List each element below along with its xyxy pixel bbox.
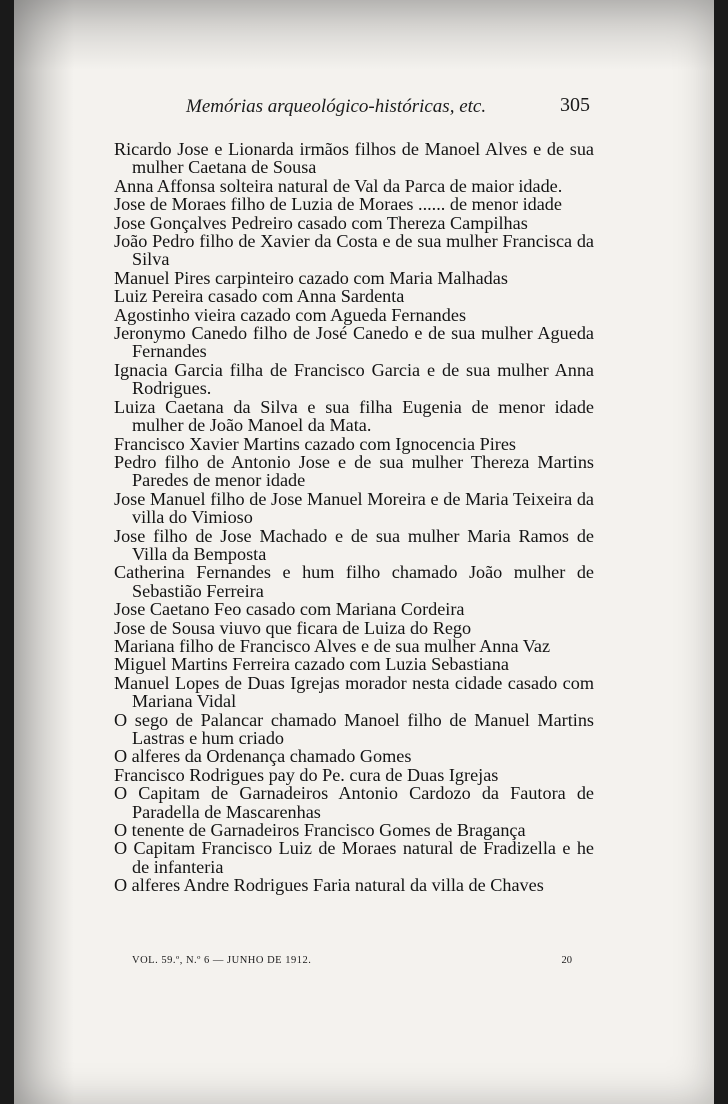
list-item: O alferes Andre Rodrigues Faria natural da villa de Chaves (114, 875, 544, 896)
list-item: Jose de Sousa viuvo que ficara de Luiza do Rego (114, 617, 472, 638)
list-item: Mariana filho de Francisco Alves e de sua mulher Anna Vaz (114, 635, 551, 656)
list-item: Manuel Pires carpinteiro cazado com Maria Malhadas (114, 267, 508, 288)
list-item: Jose Caetano Feo casado com Mariana Cordeira (114, 599, 465, 620)
list-item: Jose filho de Jose Machado e de sua mulher Maria Ramos de Villa da Bemposta (114, 525, 594, 564)
signature-mark: 20 (561, 955, 572, 966)
list-item: O alferes da Ordenança chamado Gomes (114, 746, 412, 767)
list-item: Francisco Rodrigues pay do Pe. cura de Duas Igrejas (114, 764, 499, 785)
list-item: O sego de Palancar chamado Manoel filho de Manuel Martins Lastras e hum criado (114, 709, 594, 748)
list-item: Jose de Moraes filho de Luzia de Moraes ...... de menor idade (114, 194, 562, 215)
list-item: João Pedro filho de Xavier da Costa e de sua mulher Francisca da Silva (114, 231, 594, 270)
list-item: Francisco Xavier Martins cazado com Ignocencia Pires (114, 433, 516, 454)
entry-list (114, 140, 594, 895)
list-item: Agostinho vieira cazado com Agueda Fernandes (114, 304, 467, 325)
list-item: Luiza Caetana da Silva e sua filha Eugenia de menor idade mulher de João Manoel da Mata. (114, 396, 594, 436)
running-title: Memórias arqueológico-históricas, etc. (186, 96, 487, 117)
page-number: 305 (560, 94, 590, 116)
list-item: Catherina Fernandes e hum filho chamado João mulher de Sebastião Ferreira (114, 562, 594, 601)
list-item: Jose Gonçalves Pedreiro casado com Thereza Campilhas (114, 212, 528, 233)
list-item: Ricardo Jose e Lionarda irmãos filhos de Manoel Alves e de sua mulher Caetana de Sousa (114, 139, 594, 178)
list-item: Jeronymo Canedo filho de José Canedo e de sua mulher Agueda Fernandes (114, 323, 594, 362)
page-footer (132, 955, 572, 971)
list-item: Pedro filho de Antonio Jose e de sua mulher Thereza Martins Paredes de menor idade (114, 451, 594, 491)
page-header (172, 94, 602, 122)
volume-info: VOL. 59.º, N.º 6 — JUNHO DE 1912. (132, 955, 312, 966)
list-item: O Capitam de Garnadeiros Antonio Cardozo da Fautora de Paradella de Mascarenhas (114, 783, 594, 822)
list-item: Anna Affonsa solteira natural de Val da Parca de maior idade. (114, 175, 563, 196)
list-item: Miguel Martins Ferreira cazado com Luzia Sebastiana (114, 654, 509, 675)
list-item: O tenente de Garnadeiros Francisco Gomes de Bragança (114, 820, 526, 841)
list-item: Ignacia Garcia filha de Francisco Garcia e de sua mulher Anna Rodrigues. (114, 359, 594, 399)
list-item: O Capitam Francisco Luiz de Moraes natural de Fradizella e he de infanteria (114, 838, 594, 877)
list-item: Luiz Pereira casado com Anna Sardenta (114, 286, 405, 307)
list-item: Jose Manuel filho de Jose Manuel Moreira e de Maria Teixeira da villa do Vimioso (114, 488, 594, 528)
list-item: Manuel Lopes de Duas Igrejas morador nesta cidade casado com Mariana Vidal (114, 672, 594, 712)
document-page (14, 0, 714, 1104)
